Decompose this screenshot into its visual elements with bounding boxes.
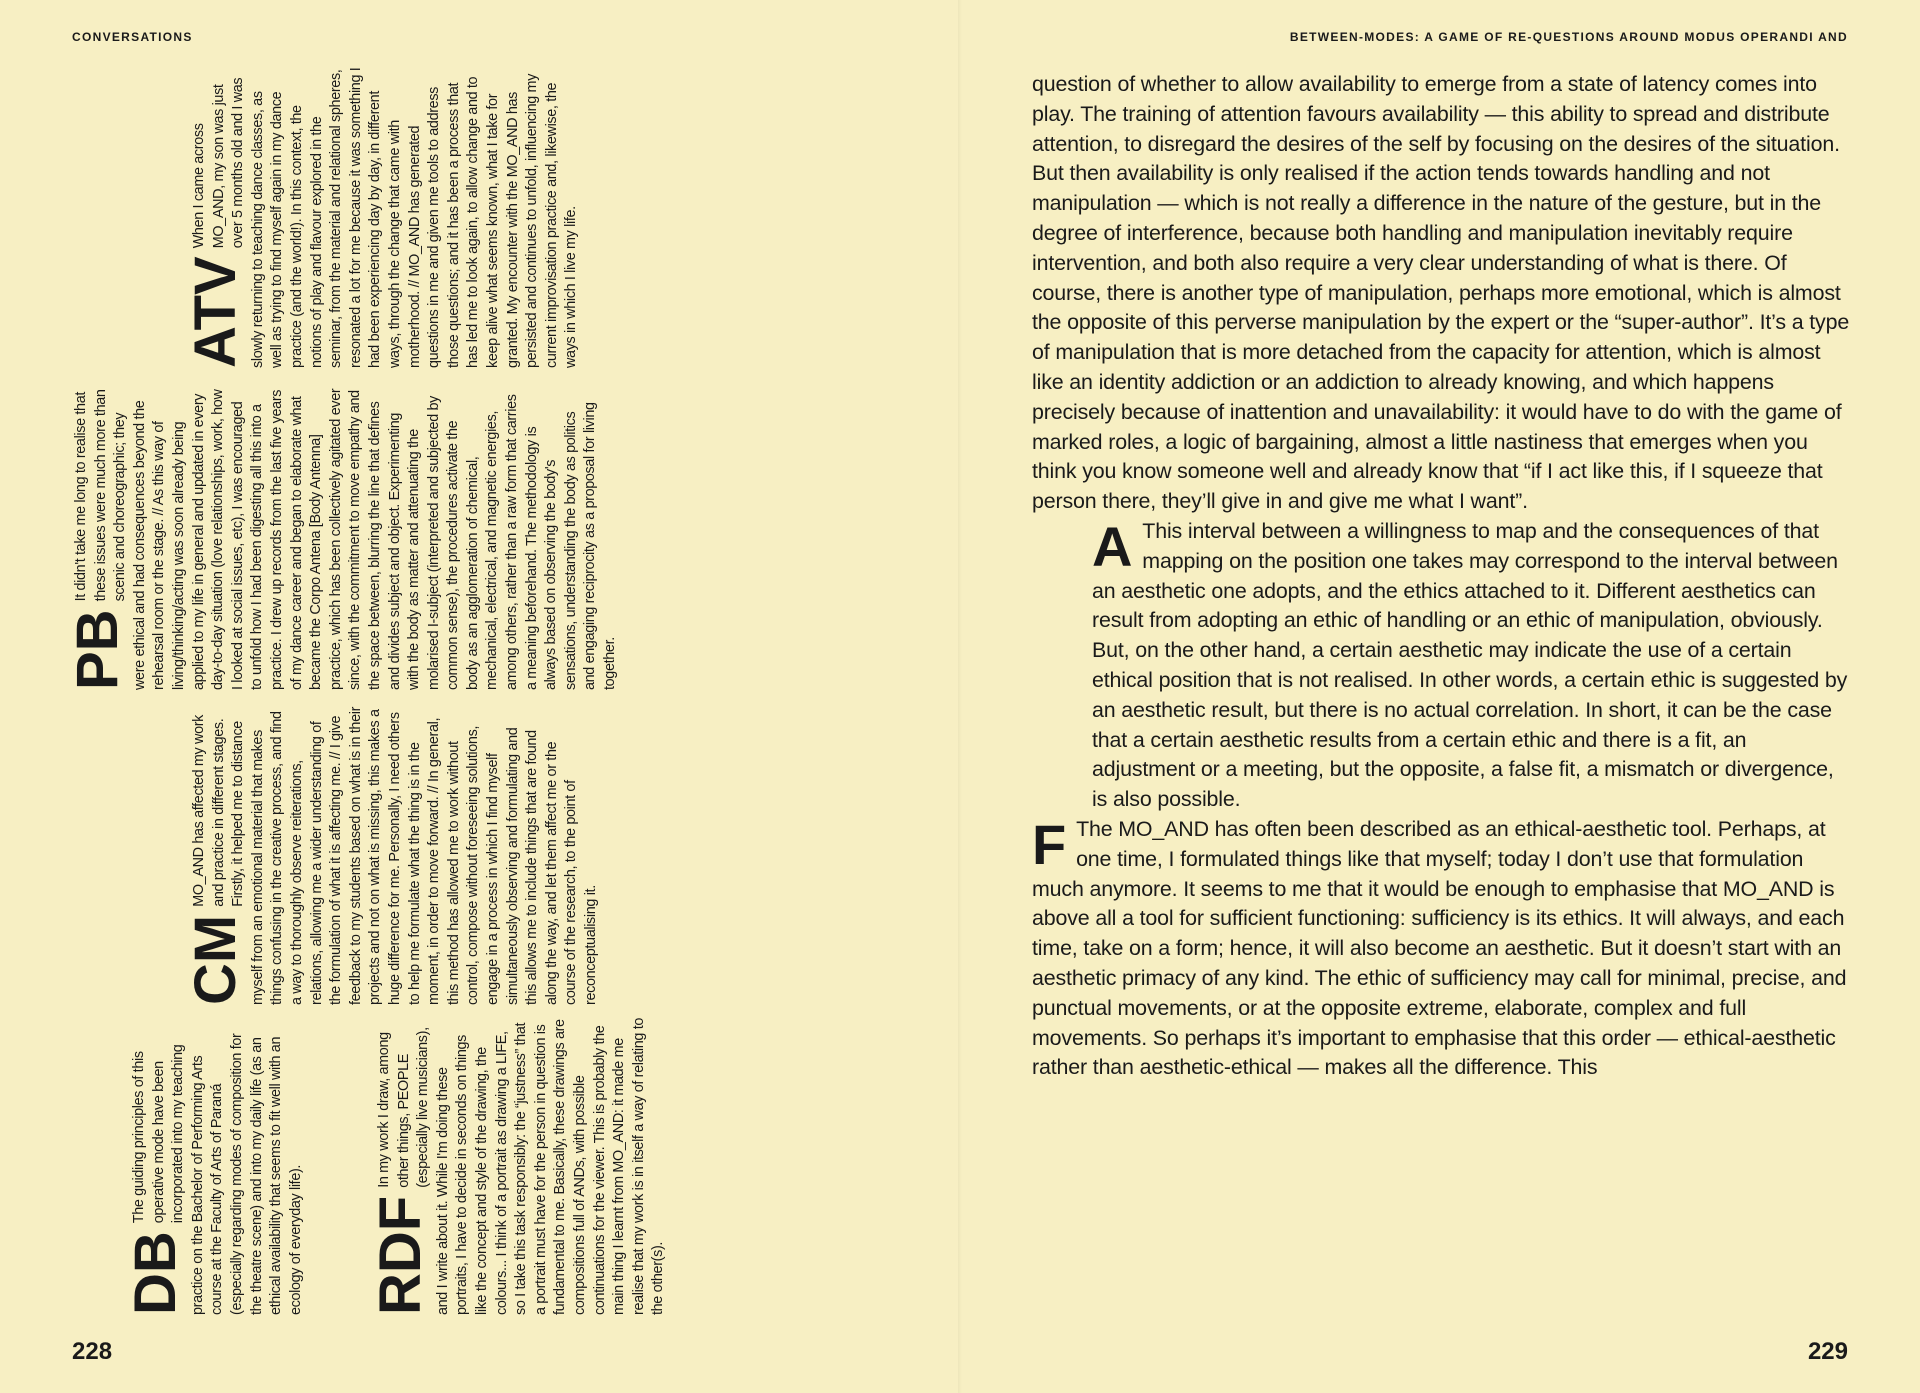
quote-text-cm: MO_AND has affected my work and practice in different stages. Firstly, it helped me to distance myself from an emotional material that makes things confusing in the creative process, and find a way to thoroughly observe reiterations, relations, allowing me a wider understanding of the formulation of what it is affecting me. // I give feedback to my students based on what is in their projects and not on what is missing, this makes a huge difference for me. Personally, I need others to help me formulate what the thing is in the moment, in order to move forward. // In general, this method has allowed me to work without control, compose without foreseeing solutions, engage in a process in which I find myself simultaneously observing and formulating and this allows me to include things that are found along the way, and let them affect me or the course of the research, to the point of reconceptualising it. — [191, 706, 599, 1005]
right-page — [960, 0, 1920, 1393]
quote-block-rdf — [368, 1017, 669, 1315]
quote-initials-pb: PB — [65, 609, 130, 690]
quote-initials-atv: ATV — [183, 256, 248, 368]
running-head-right: BETWEEN-MODES: A GAME OF RE-QUESTIONS AROUND MODUS OPERANDI AND — [1289, 30, 1848, 44]
running-head-left: CONVERSATIONS — [72, 30, 193, 44]
drop-initial-f: F — [1032, 812, 1067, 876]
main-body-text — [1032, 70, 1852, 1083]
quote-initials-rdf: RDF — [368, 1195, 433, 1315]
quote-text-rdf: In my work I draw, among other things, PEOPLE (especially live musicians), and I write about it. While I'm doing these portraits, I have to decide in seconds on things like the concept and style of the drawing, the colours... I think of a portrait as drawing a LIFE, so I take this task responsibly: the “justness” that a portrait must have for the person in question is fundamental to me. Basically, these drawings are compositions full of ANDs, with possible continuations for the viewer. This is probably the main thing I learnt from MO_AND: it made me realise that my work is in itself a way of relating to the other(s). — [376, 1017, 667, 1315]
quote-block-pb — [65, 388, 621, 690]
quote-text-db: The guiding principles of this operative mode have been incorporated into my teaching practice on the Bachelor of Performing Arts course at the Faculty of Arts of Paraná (especially regarding modes of composition for the theatre scene) and into my daily life (as an ethical availability that seems to fit well with an ecology of everyday life). — [131, 1033, 304, 1315]
page-number-right: 229 — [1807, 1338, 1848, 1365]
quote-block-db — [123, 1017, 306, 1315]
quote-block-cm — [183, 705, 601, 1005]
paragraph-f — [1032, 812, 1852, 1083]
intro-paragraph: question of whether to allow availability to emerge from a state of latency comes into play. The training of attention favours availability — this ability to spread and distribute attention, to disregard the desires of the self by focusing on the desires of the situation. But then availability is only realised if the action tends towards handling and not manipulation — which is not really a difference in the nature of the gesture, but in the degree of interference, because both handling and manipulation inevitably require intervention, and both also require a very clear understanding of what is there. Of course, there is another type of manipulation, perhaps more emotional, which is almost the opposite of this perverse manipulation by the expert or the “super-author”. It’s a type of manipulation that is more detached from the capacity for attention, which is almost like an identity addiction or an addiction to already knowing, and which happens precisely because of inattention and unavailability: it would have to do with the game of marked roles, a logic of bargaining, almost a little nastiness that emerges when you think you know someone well and already know that “if I act like this, if I squeeze that person there, they’ll give in and give me what I want”. — [1032, 72, 1850, 514]
drop-initial-a: A — [1092, 514, 1133, 578]
quote-block-atv — [183, 66, 582, 368]
paragraph-f-text: The MO_AND has often been described as an ethical-aesthetic tool. Perhaps, at one time, I formulated things like that myself; today I don’t use that formulation much anymore. It seems to me that it would be enough to emphasise that MO_AND is above all a tool for sufficient functioning: sufficiency is its ethics. It will always, and each time, take on a form; hence, it will also become an aesthetic. But it doesn’t start with an aesthetic primacy of any kind. The ethic of sufficiency may call for minimal, precise, and punctual movements, or at the opposite extreme, elaborate, complex and full movements. So perhaps it’s important to emphasise that this order — ethical-aesthetic rather than aesthetic-ethical — makes all the difference. This — [1032, 816, 1847, 1080]
page-number-left: 228 — [72, 1338, 113, 1365]
quote-text-atv: When I came across MO_AND, my son was just over 5 months old and I was slowly returning to teaching dance classes, as well as trying to find myself again in my dance practice (and the world!). In this context, the notions of play and flavour explored in the seminar, from the material and relational spheres, resonated a lot for me because it was something I had been experiencing day by day, in different ways, through the change that came with motherhood. // MO_AND has generated questions in me and given me tools to address those questions; and it has been a process that has led me to look again, to allow change and to keep alive what seems known, what I take for granted. My encounter with the MO_AND has persisted and continues to unfold, influencing my current improvisation practice and, likewise, the ways in which I live my life. — [191, 67, 580, 368]
quote-initials-cm: CM — [183, 914, 248, 1005]
quote-initials-db: DB — [123, 1231, 188, 1315]
paragraph-a-text: This interval between a willingness to map and the consequences of that mapping on the position one takes may correspond to the interval between an aesthetic one adopts, and the ethics attached to it. Different aesthetics can result from adopting an ethic of handling or an ethic of manipulation, obviously. But, on the other hand, a certain aesthetic may indicate the use of a certain ethical position that is not realised. In other words, a certain ethic is suggested by an aesthetic result, but there is no actual correlation. In short, it can be the case that a certain aesthetic results from a certain ethic and there is a fit, an adjustment or a meeting, but the opposite, a false fit, a mismatch or divergence, is also possible. — [1092, 518, 1848, 812]
quote-text-pb: It didn't take me long to realise that these issues were much more than scenic and choreographic; they were ethical and had consequences beyond the rehearsal room or the stage. // As this way of living/thinking/acting was soon already being applied to my life in general and updated in every day-to-day situation (love relationships, work, how I looked at social issues, etc), I was encouraged to unfold how I had been digesting all this into a practice. I drew up records from the last five years of my dance career and began to elaborate what became the Corpo Antena [Body Antenna] practice, which has been collectively agitated ever since, with the commitment to move empathy and the space between, blurring the line that defines and divides subject and object. Experimenting with the body as matter and attenuating the molarised I-subject (interpreted and subjected by common sense), the procedures activate the body as an agglomeration of chemical, mechanical, electrical, and magnetic energies, among others, rather than a raw form that carries a meaning beforehand. The methodology is always based on observing the body's sensations, understanding the body as politics and engaging reciprocity as a proposal for living together. — [73, 388, 619, 690]
paragraph-a — [1032, 514, 1852, 815]
